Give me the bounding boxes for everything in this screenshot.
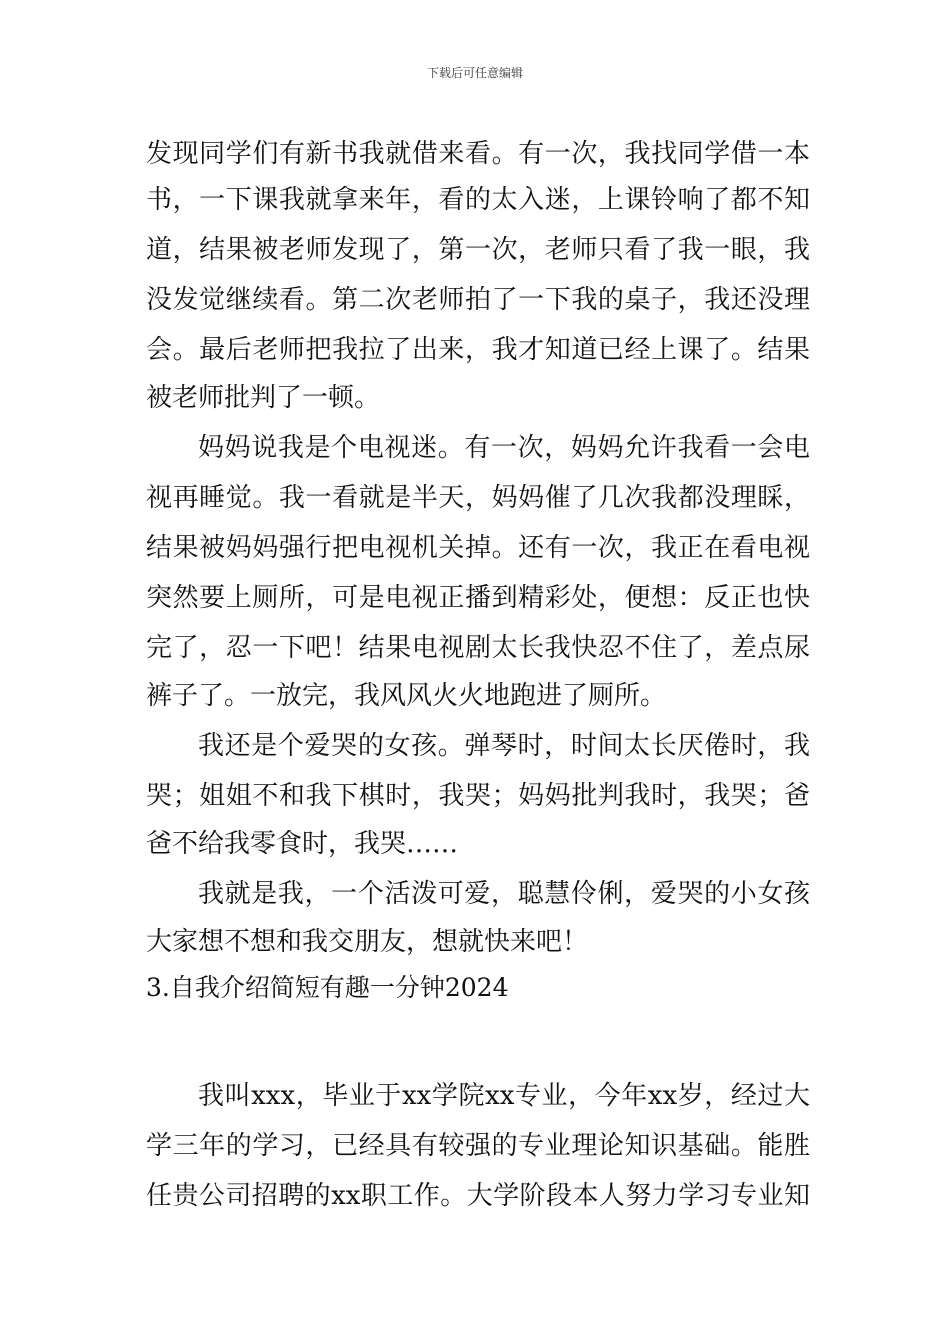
text-line: 爸不给我零食时，我哭…… (146, 829, 459, 859)
text-line: 道，结果被老师发现了，第一次，老师只看了我一眼，我 (146, 235, 810, 265)
paragraph-first-line: 妈妈说我是个电视迷。有一次，妈妈允许我看一会电 (198, 433, 810, 463)
section-heading: 3.自我介绍简短有趣一分钟2024 (146, 973, 509, 1002)
text-line: 学三年的学习，已经具有较强的专业理论知识基础。能胜 (146, 1131, 810, 1161)
text-line: 大家想不想和我交朋友，想就快来吧！ (146, 927, 589, 957)
text-line: 结果被妈妈强行把电视机关掉。还有一次，我正在看电视 (146, 533, 810, 563)
text-line: 会。最后老师把我拉了出来，我才知道已经上课了。结果 (146, 335, 810, 365)
paragraph-first-line: 我就是我，一个活泼可爱，聪慧伶俐，爱哭的小女孩 (198, 879, 810, 909)
paragraph-first-line: 我还是个爱哭的女孩。弹琴时，时间太长厌倦时，我 (198, 731, 810, 761)
text-line: 书，一下课我就拿来年，看的太入迷，上课铃响了都不知 (146, 185, 810, 215)
text-line: 突然要上厕所，可是电视正播到精彩处，便想：反正也快 (146, 583, 810, 613)
page-header-note: 下载后可任意编辑 (426, 66, 523, 80)
text-line: 没发觉继续看。第二次老师拍了一下我的桌子，我还没理 (146, 285, 810, 315)
paragraph-first-line: 我叫xxx，毕业于xx学院xx专业，今年xx岁，经过大 (198, 1081, 810, 1111)
text-line: 哭；姐姐不和我下棋时，我哭；妈妈批判我时，我哭；爸 (146, 781, 810, 811)
text-line: 发现同学们有新书我就借来看。有一次，我找同学借一本 (146, 139, 810, 169)
text-line: 完了，忍一下吧！结果电视剧太长我快忍不住了，差点尿 (146, 633, 810, 663)
text-line: 任贵公司招聘的xx职工作。大学阶段本人努力学习专业知 (146, 1181, 810, 1211)
text-line: 视再睡觉。我一看就是半天，妈妈催了几次我都没理睬， (146, 483, 810, 513)
text-line: 裤子了。一放完，我风风火火地跑进了厕所。 (146, 681, 667, 711)
text-line: 被老师批判了一顿。 (146, 383, 381, 413)
